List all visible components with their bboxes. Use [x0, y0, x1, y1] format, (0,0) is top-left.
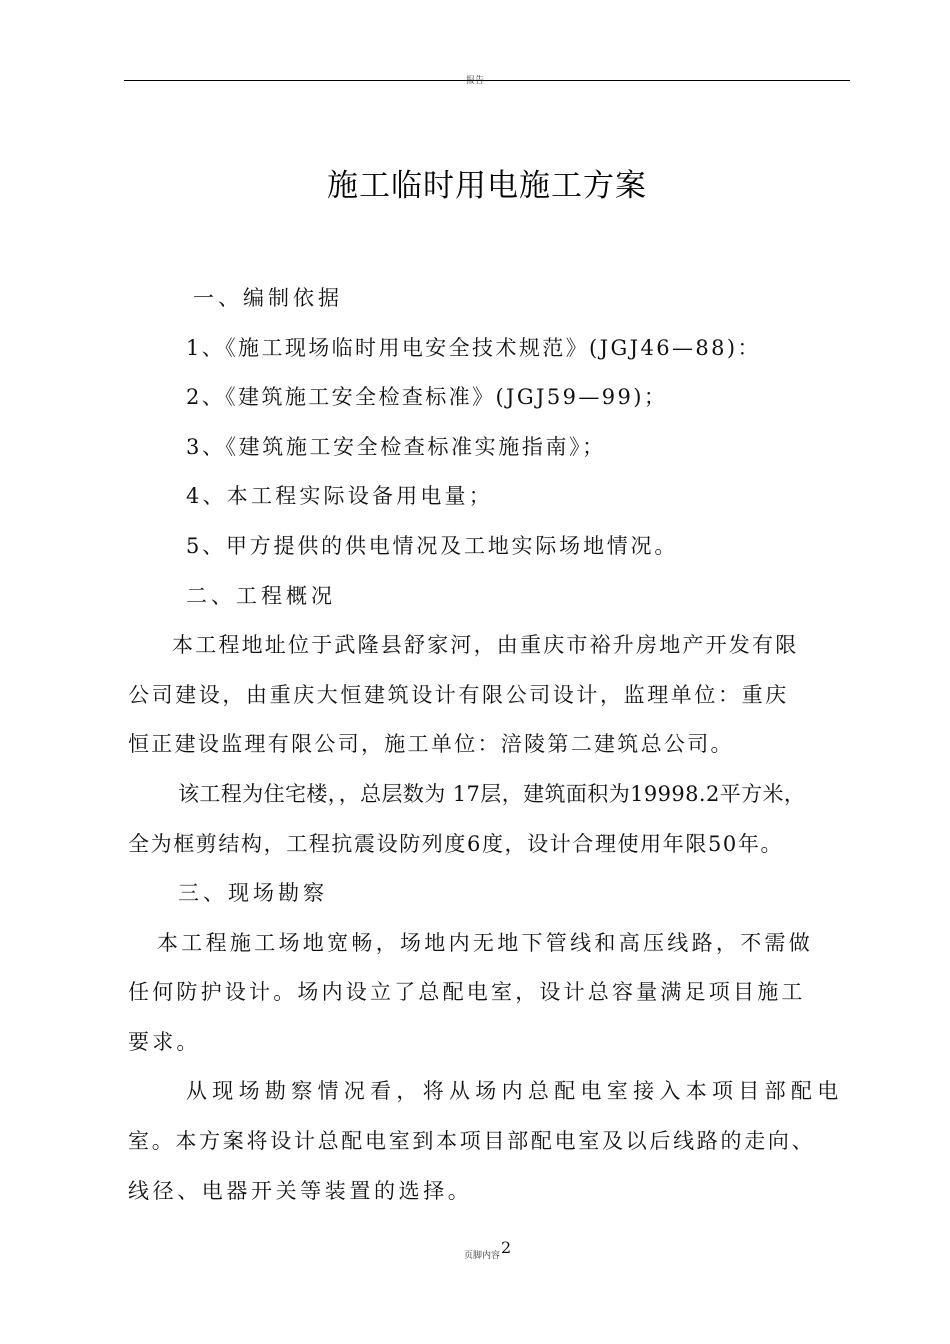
page-footer — [464, 1238, 512, 1262]
section-heading-basis: 一、编制依据 — [193, 286, 343, 310]
basis-item-5: 5、甲方提供的供电情况及工地实际场地情况。 — [186, 534, 679, 558]
overview-paragraph-line: 公司建设，由重庆大恒建筑设计有限公司设计，监理单位：重庆 — [128, 683, 789, 707]
overview-paragraph-line: 全为框剪结构，工程抗震设防列度6度，设计合理使用年限50年。 — [128, 832, 784, 856]
survey-paragraph-line: 室。本方案将设计总配电室到本项目部配电室及以后线路的走向、 — [128, 1129, 816, 1153]
basis-item-3: 3、《建筑施工安全检查标准实施指南》； — [186, 435, 606, 459]
document-title: 施工临时用电施工方案 — [327, 168, 647, 204]
basis-item-2: 2、《建筑施工安全检查标准》(JGJ59—99)； — [186, 385, 668, 409]
header-rule — [124, 80, 850, 81]
header-label: 报告 — [465, 76, 484, 86]
survey-paragraph-line: 从现场勘察情况看，将从场内总配电室接入本项目部配电 — [186, 1079, 844, 1103]
survey-paragraph-line: 要求。 — [128, 1030, 201, 1054]
section-heading-overview: 二、工程概况 — [186, 584, 336, 608]
overview-paragraph-line: 恒正建设监理有限公司，施工单位：涪陵第二建筑总公司。 — [128, 732, 734, 756]
basis-item-4: 4、本工程实际设备用电量； — [186, 484, 493, 508]
survey-paragraph-line: 任何防护设计。场内设立了总配电室，设计总容量满足项目施工 — [128, 980, 806, 1004]
overview-paragraph-line: 本工程地址位于武隆县舒家河，由重庆市裕升房地产开发有限 — [172, 633, 799, 657]
survey-paragraph-line: 线径、电器开关等装置的选择。 — [128, 1179, 473, 1203]
section-heading-survey: 三、现场勘察 — [178, 881, 328, 905]
overview-paragraph-line: 该工程为住宅楼，，总层数为 17层，建筑面积为19998.2平方米， — [178, 782, 806, 806]
page-number: 2 — [501, 1238, 512, 1257]
basis-item-1: 1、《施工现场临时用电安全技术规范》(JGJ46—88)： — [186, 336, 761, 360]
survey-paragraph-line: 本工程施工场地宽畅，场地内无地下管线和高压线路，不需做 — [157, 931, 814, 955]
footer-label: 页脚内容 — [464, 1251, 501, 1261]
